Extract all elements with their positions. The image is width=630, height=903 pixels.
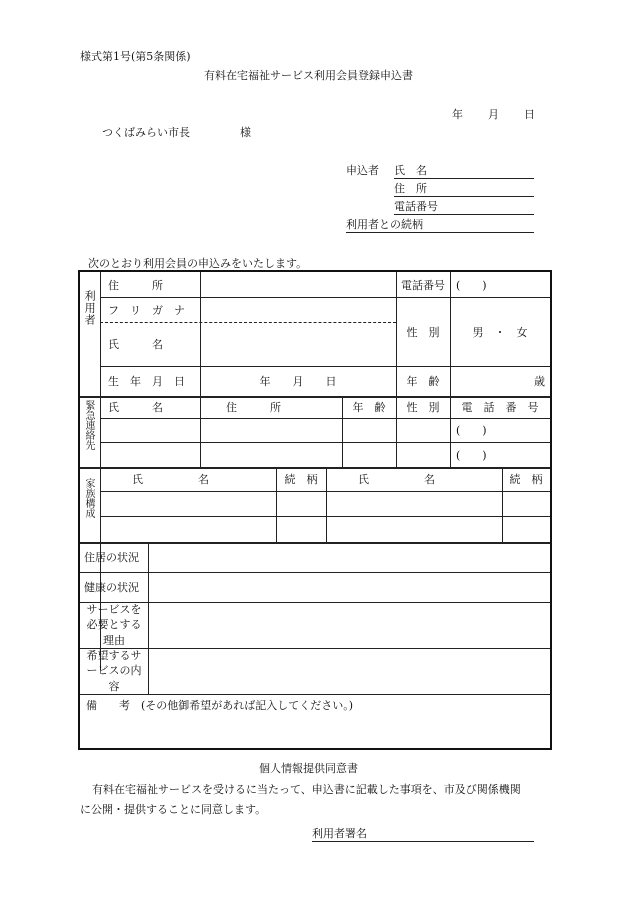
emergency-section-label: 緊急連絡先 [83,400,94,450]
form-number: 様式第1号(第5条関係) [80,50,191,63]
date-month: 月 [488,108,499,121]
user-birth-input[interactable]: 年 月 日 [259,375,337,388]
emergency-row2-phone[interactable]: ( ) [456,448,487,462]
applicant-name-label: 氏 名 [394,164,427,177]
family-header-relation-1: 続 柄 [284,473,318,486]
housing-input[interactable] [149,542,549,572]
user-birth-label: 生 年 月 日 [108,375,185,388]
applicant-phone-label: 電話番号 [394,200,438,213]
user-address-label: 住 所 [108,278,163,292]
form-title: 有料在宅福祉サービス利用会員登録申込書 [204,69,413,82]
user-phone-label: 電話番号 [401,278,445,292]
health-input[interactable] [149,572,549,602]
user-address-input[interactable] [201,272,395,297]
family-header-name-1: 氏 名 [132,473,209,486]
signature-label: 利用者署名 [312,827,367,840]
health-label: 健康の状況 [84,581,139,594]
user-name-input[interactable] [201,322,395,366]
applicant-label: 申込者 [346,164,379,177]
remarks-label: 備 考 (その他御希望があれば記入してください。) [86,699,354,712]
user-name-label: 氏 名 [108,338,163,351]
family-header-name-2: 氏 名 [358,473,435,486]
consent-body-line2: に公開・提供することに同意します。 [80,803,267,816]
signature-field[interactable] [312,825,534,842]
user-gender-label: 性 別 [406,325,440,339]
family-header-relation-2: 続 柄 [509,473,543,486]
family-row1-name[interactable] [101,491,276,516]
emergency-row2-name[interactable] [101,442,200,467]
emergency-header-phone: 電 話 番 号 [461,401,539,414]
remarks-input[interactable] [82,716,548,748]
applicant-address-field[interactable] [394,180,534,197]
user-age-unit: 歳 [534,375,545,388]
intro-text: 次のとおり利用会員の申込みをいたします。 [88,257,308,270]
application-form-table [78,270,552,750]
consent-title: 個人情報提供同意書 [259,762,358,775]
user-phone-input[interactable]: ( ) [456,278,487,292]
user-furigana-label: フ リ ガ ナ [108,303,185,317]
applicant-name-field[interactable] [394,162,534,179]
desired-service-input[interactable] [149,648,549,694]
user-age-input[interactable] [450,366,545,396]
emergency-row1-phone[interactable]: ( ) [456,424,487,437]
user-furigana-input[interactable] [201,297,395,322]
housing-label: 住居の状況 [84,551,139,564]
applicant-relation-label: 利用者との続柄 [346,218,423,231]
applicant-address-label: 住 所 [394,182,427,195]
desired-service-label: 希望するサービスの内容 [86,648,142,693]
applicant-phone-field[interactable] [394,198,534,215]
emergency-header-gender: 性 別 [406,401,440,414]
consent-body-line1: 有料在宅福祉サービスを受けるに当たって、申込書に記載した事項を、市及び関係機関 [92,783,521,796]
user-age-label: 年 齢 [406,375,440,388]
emergency-header-address: 住 所 [226,401,281,414]
emergency-header-age: 年 齢 [352,401,386,414]
family-section-label: 家族構成 [83,478,94,518]
date-day: 日 [524,108,535,121]
family-row2-name[interactable] [101,516,276,542]
addressee-name: つくばみらい市長 [102,126,190,139]
user-section-label: 利用者 [83,290,97,326]
user-gender-choice[interactable]: 男 ・ 女 [472,325,528,339]
applicant-relation-field[interactable] [346,216,534,233]
emergency-header-name: 氏 名 [108,401,163,414]
date-year: 年 [452,108,463,121]
emergency-row1-name[interactable] [101,418,200,442]
addressee-honorific: 様 [240,126,251,139]
reason-input[interactable] [149,602,549,648]
reason-label: サービスを必要とする理由 [86,602,142,647]
